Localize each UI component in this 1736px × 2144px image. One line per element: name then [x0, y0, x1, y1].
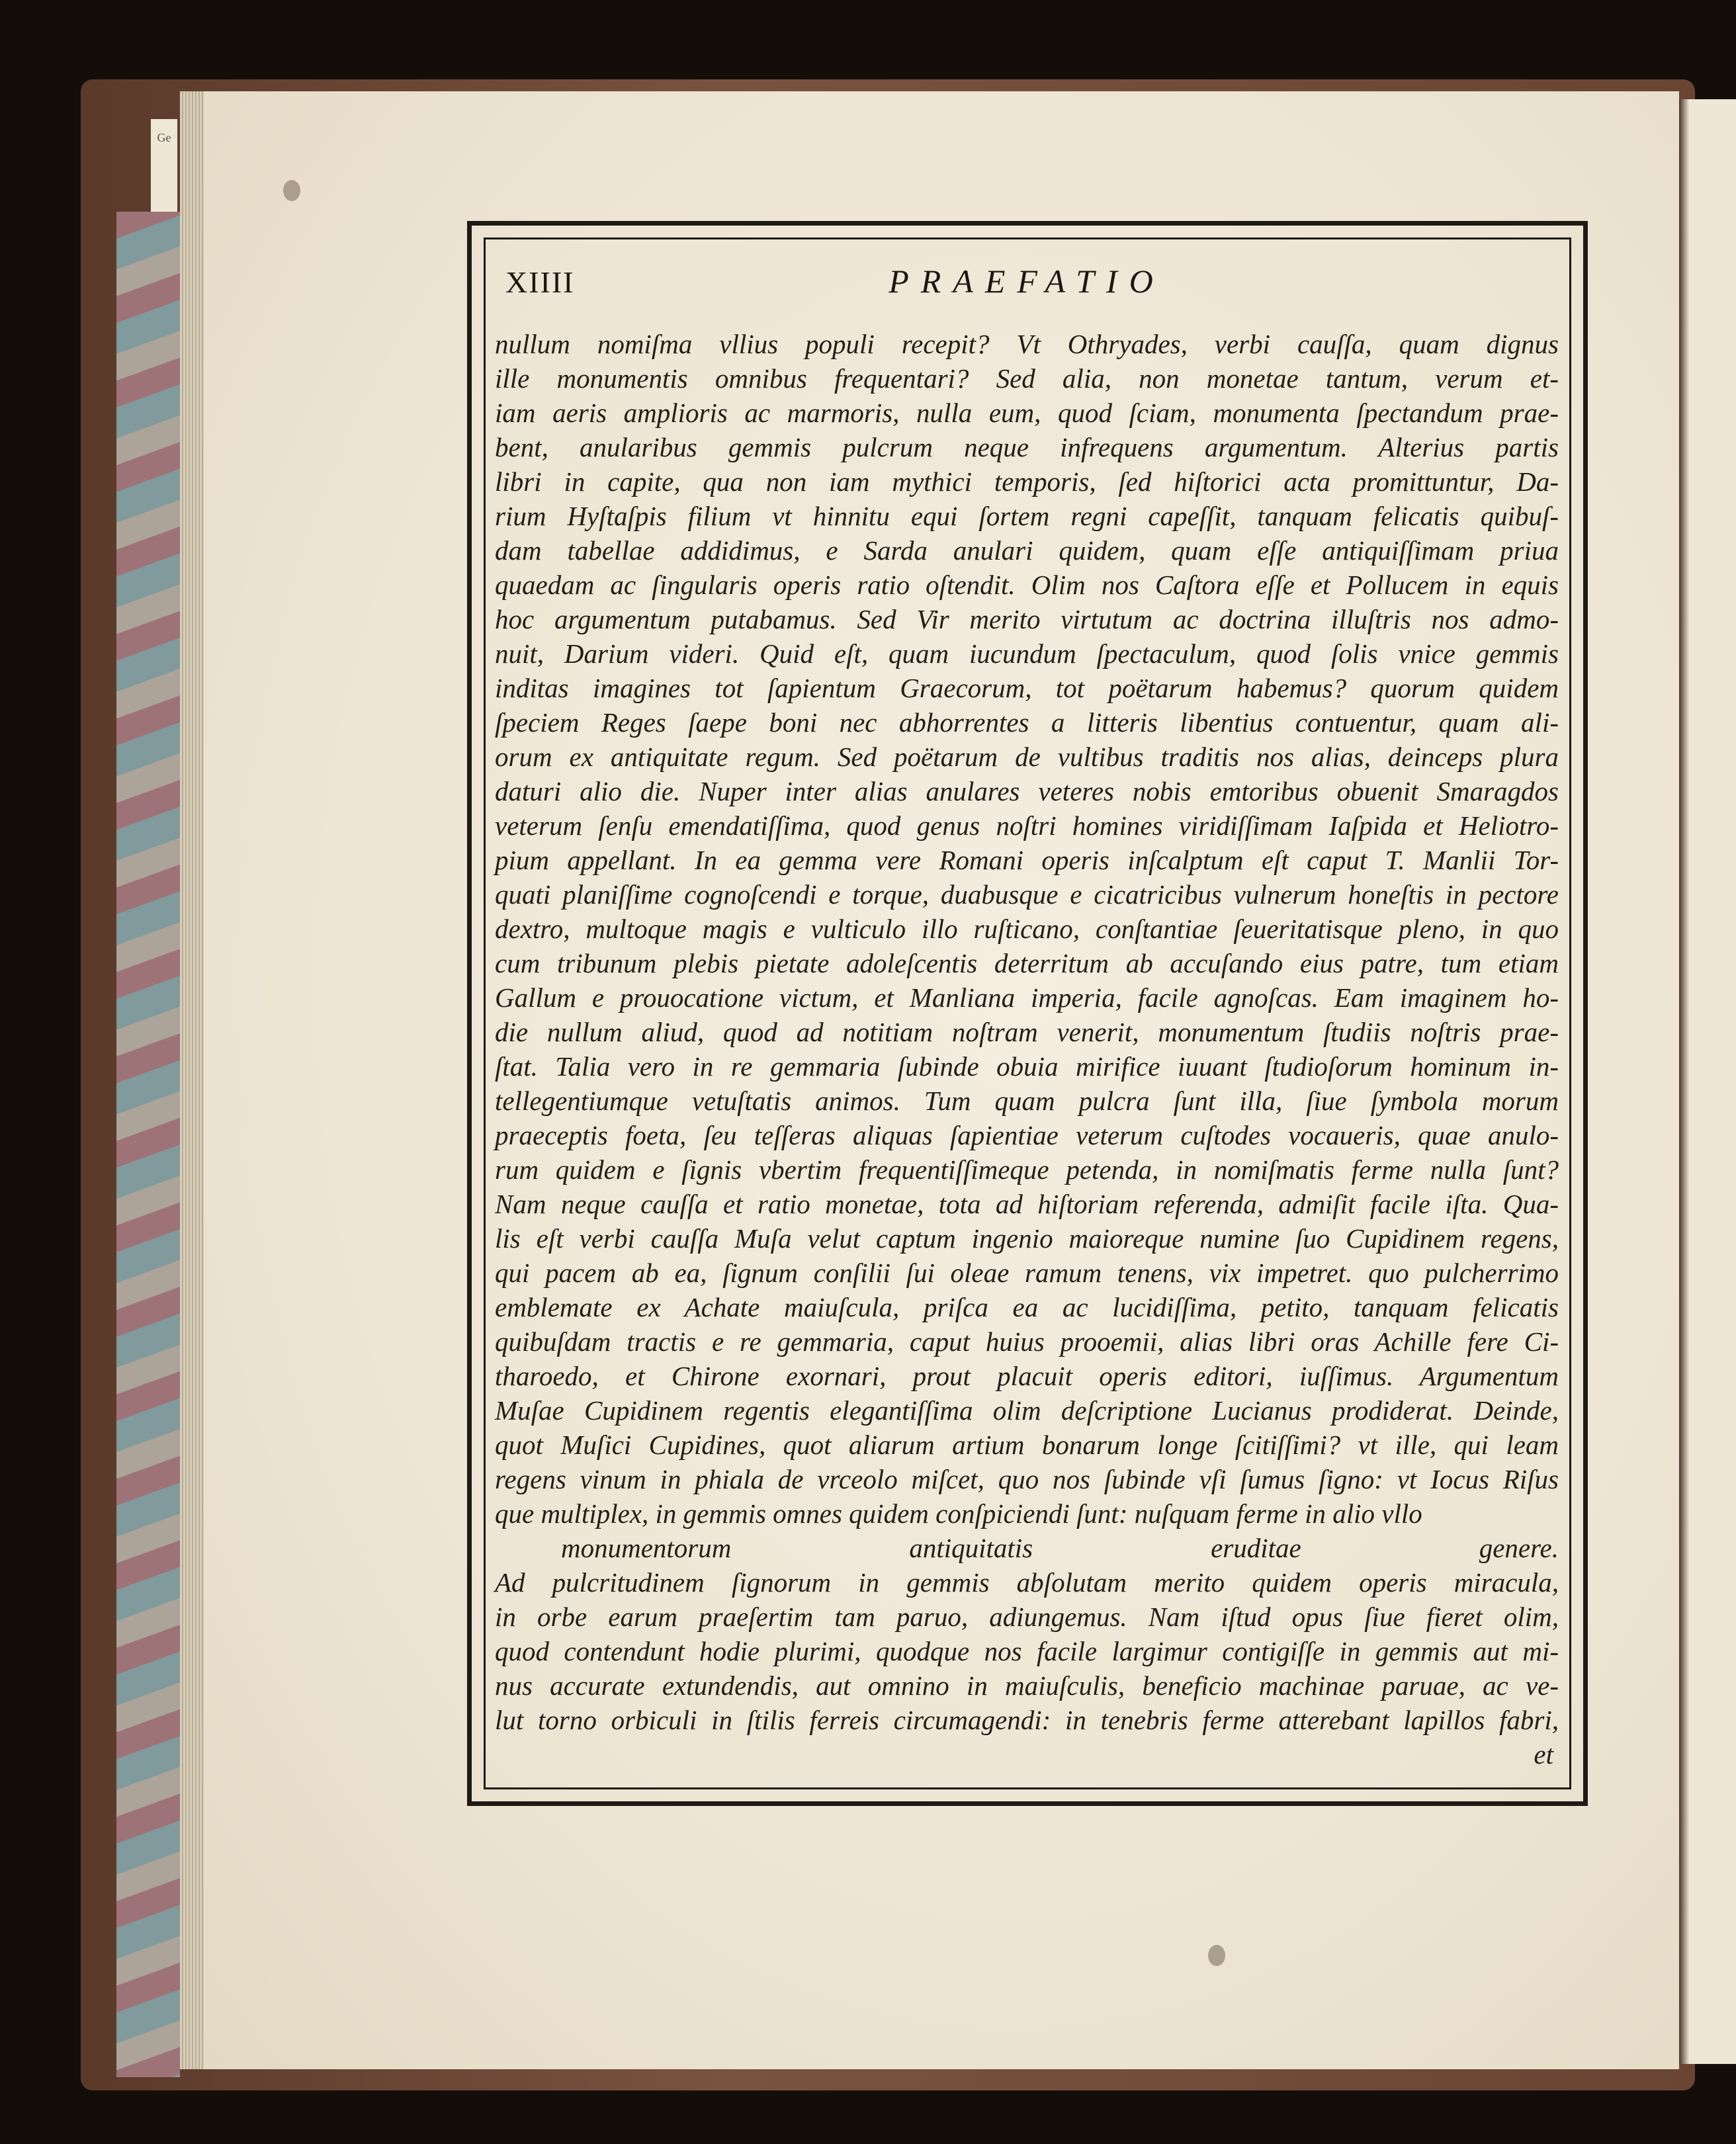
body-text: [491, 327, 1563, 1737]
text-line: daturi alio die. Nuper inter alias anulares veteres nobis emtoribus obuenit Smaragdos: [495, 776, 1559, 806]
text-line: orum ex antiquitate regum. Sed poëtarum de vultibus traditis nos alias, deinceps plura: [495, 742, 1559, 772]
text-line: hoc argumentum putabamus. Sed Vir merito virtutum ac doctrina illuſtris nos admo-: [495, 604, 1559, 634]
text-line: tharoedo, et Chirone exornari, prout placuit operis editori, iuſſimus. Argumentum: [495, 1361, 1559, 1391]
text-line: qui pacem ab ea, ſignum conſilii ſui oleae ramum tenens, vix impetret. quo pulcherrimo: [495, 1258, 1559, 1288]
text-line: Nam neque cauſſa et ratio monetae, tota ad hiſtoriam referenda, admiſit facile iſta. Qua-: [495, 1189, 1559, 1219]
text-line: inditas imagines tot ſapientum Graecorum, tot poëtarum habemus? quorum quidem: [495, 673, 1559, 703]
text-line: dextro, multoque magis e vulticulo illo ruſticano, conſtantiae ſeueritatisque pleno, in quo: [495, 914, 1559, 944]
text-line: que multiplex, in gemmis omnes quidem conſpiciendi ſunt: nuſquam ferme in alio vllo: [495, 1498, 1422, 1529]
facing-page-edge: [1679, 99, 1736, 2064]
text-line: nus accurate extundendis, aut omnino in maiuſculis, beneficio machinae paruae, ac ve-: [495, 1670, 1559, 1701]
text-line: quati planiſſime cognoſcendi e torque, duabusque e cicatricibus vulnerum honeſtis in pectore: [495, 879, 1559, 910]
paper-spot: [1208, 1945, 1225, 1966]
text-line: pium appellant. In ea gemma vere Romani operis inſcalptum eſt caput T. Manlii Tor-: [495, 845, 1559, 875]
text-line: iam aeris amplioris ac marmoris, nulla eum, quod ſciam, monumenta ſpectandum prae-: [495, 398, 1559, 428]
text-line: quaedam ac ſingularis operis ratio oſtendit. Olim nos Caſtora eſſe et Pollucem in equis: [495, 570, 1559, 600]
text-line: regens vinum in phiala de vrceolo miſcet, quo nos ſubinde vſi ſumus ſigno: vt Iocus Riſus: [495, 1464, 1559, 1494]
catchword: et: [1534, 1739, 1553, 1770]
running-title: PRAEFATIO: [889, 263, 1165, 300]
text-line: monumentorum antiquitatis eruditae genere.: [561, 1533, 1559, 1563]
text-line: tellegentiumque vetuſtatis animos. Tum quam pulcra ſunt illa, ſiue ſymbola morum: [495, 1086, 1559, 1116]
text-line: die nullum aliud, quod ad notitiam noſtram venerit, monumentum ſtudiis noſtris prae-: [495, 1017, 1559, 1047]
text-line: Ad pulcritudinem ſignorum in gemmis abſolutam merito quidem operis miracula,: [495, 1567, 1559, 1598]
page-header: [491, 258, 1563, 311]
text-line: quibuſdam tractis e re gemmaria, caput huius prooemii, alias libri oras Achille fere Ci-: [495, 1326, 1559, 1357]
text-line: rium Hyſtaſpis filium vt hinnitu equi ſortem regni capeſſit, tanquam felicatis quibuſ-: [495, 501, 1559, 531]
text-line: quot Muſici Cupidines, quot aliarum artium bonarum longe ſcitiſſimi? vt ille, qui leam: [495, 1430, 1559, 1460]
text-line: veterum ſenſu emendatiſſima, quod genus noſtri homines viridiſſimam Iaſpida et Heliotro-: [495, 810, 1559, 841]
text-line: quod contendunt hodie plurimi, quodque nos facile largimur contigiſſe in gemmis aut mi-: [495, 1636, 1559, 1666]
page-edges: [180, 91, 206, 2069]
text-line: nuit, Darium videri. Quid eſt, quam iucundum ſpectaculum, quod ſolis vnice gemmis: [495, 638, 1559, 669]
paper-spot: [283, 180, 300, 201]
text-line: in orbe earum praeſertim tam paruo, adiungemus. Nam iſtud opus ſiue fieret olim,: [495, 1602, 1559, 1632]
text-line: praeceptis foeta, ſeu teſſeras aliquas ſapientiae veterum cuſtodes vocaueris, quae anulo-: [495, 1120, 1559, 1150]
text-line: Muſae Cupidinem regentis elegantiſſima olim deſcriptione Lucianus prodiderat. Deinde,: [495, 1395, 1559, 1426]
text-line: libri in capite, qua non iam mythici temporis, ſed hiſtorici acta promittuntur, Da-: [495, 466, 1559, 497]
marbled-endpaper: [116, 212, 180, 2077]
text-line: lut torno orbiculi in ſtilis ferreis circumagendi: in tenebris ferme atterebant lapillos fabri,: [495, 1705, 1559, 1735]
folio: XIIII: [505, 265, 575, 299]
text-line: cum tribunum plebis pietate adoleſcentis deterritum ab accuſando eius patre, tum etiam: [495, 948, 1559, 978]
text-line: dam tabellae addidimus, e Sarda anulari quidem, quam eſſe antiquiſſimam priua: [495, 535, 1559, 566]
text-line: nullum nomiſma vllius populi recepit? Vt Othryades, verbi cauſſa, quam dignus: [495, 329, 1559, 359]
text-line: emblemate ex Achate maiuſcula, priſca ea ac lucidiſſima, petito, tanquam felicatis: [495, 1292, 1559, 1322]
text-line: ille monumentis omnibus frequentari? Sed alia, non monetae tantum, verum et-: [495, 363, 1559, 394]
spine-label: Ge: [151, 119, 177, 212]
text-line: ſpeciem Reges ſaepe boni nec abhorrentes a litteris libentius contuentur, quam ali-: [495, 707, 1559, 738]
text-line: Gallum e prouocatione victum, et Manliana imperia, facile agnoſcas. Eam imaginem ho-: [495, 982, 1559, 1013]
text-line: rum quidem e ſignis vbertim frequentiſſimeque petenda, in nomiſmatis ferme nulla ſunt?: [495, 1154, 1559, 1185]
text-line: bent, anularibus gemmis pulcrum neque infrequens argumentum. Alterius partis: [495, 432, 1559, 462]
text-line: ſtat. Talia vero in re gemmaria ſubinde obuia mirifice iuuant ſtudioſorum hominum in-: [495, 1051, 1559, 1082]
text-line: lis eſt verbi cauſſa Muſa velut captum ingenio maioreque numine ſuo Cupidinem regens,: [495, 1223, 1559, 1254]
text-block: [491, 258, 1563, 1772]
